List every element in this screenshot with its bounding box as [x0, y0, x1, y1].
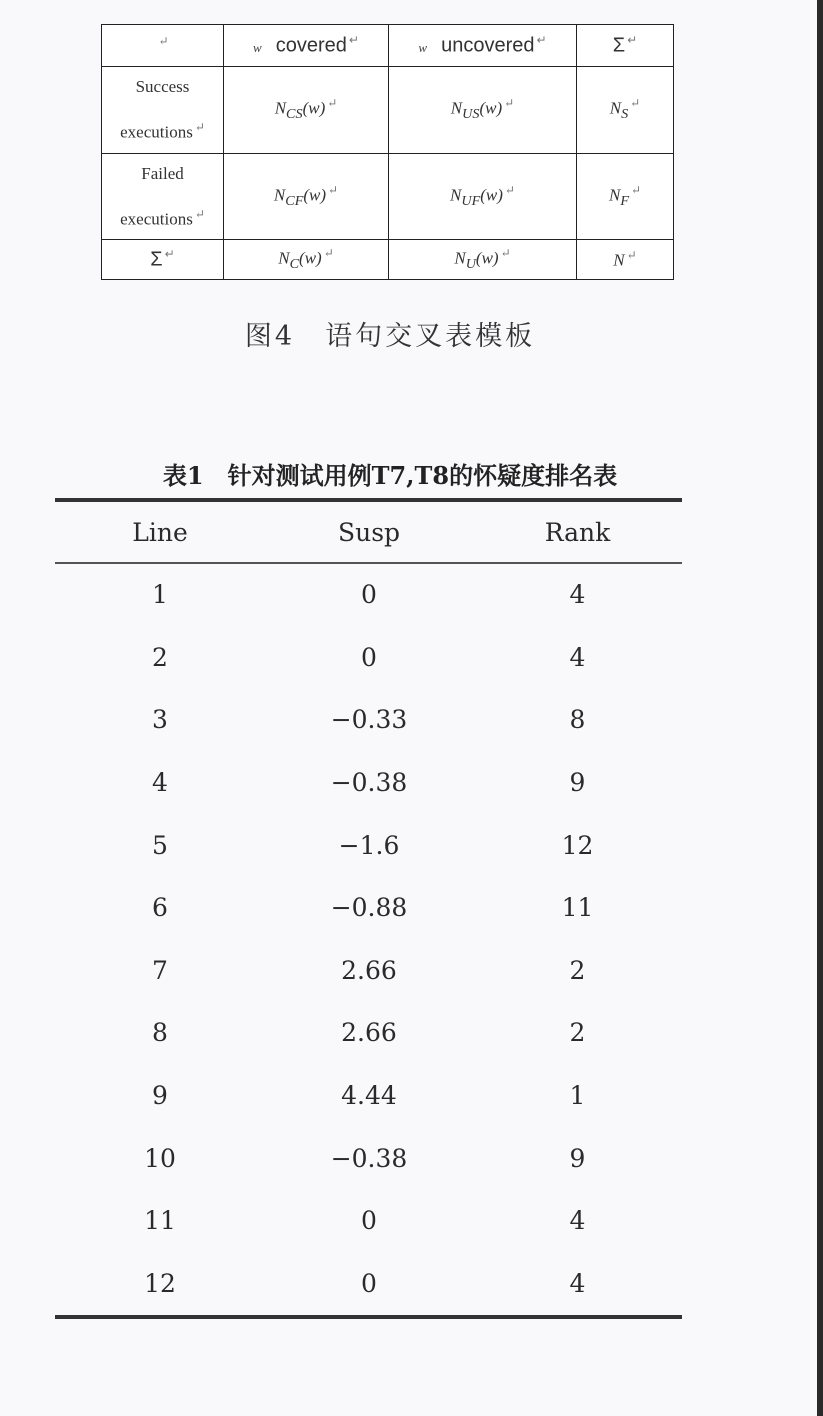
- cell-susp: 2.66: [341, 955, 397, 985]
- cell-susp: −0.33: [330, 705, 408, 735]
- figure-caption: 图4 语句交叉表模板: [244, 321, 536, 352]
- table-row: [55, 626, 682, 689]
- cell-rank: 1: [569, 1081, 586, 1111]
- cell-ns: $N_S^↵$: [577, 67, 674, 154]
- cell-n: N ↵: [577, 240, 674, 280]
- cell-rank: 9: [569, 768, 586, 798]
- header-covered-cell: w covered ↵: [224, 25, 389, 67]
- ranking-table-body: [55, 564, 682, 1315]
- table-row: [55, 1252, 682, 1315]
- cell-nf: $N_F^↵$: [577, 153, 674, 240]
- cell-nuf: $N_{UF}(w)$ ↵: [389, 153, 577, 240]
- row-label-success: Success executions ↵: [102, 67, 224, 154]
- cell-rank: 8: [569, 705, 586, 735]
- cell-line: 6: [152, 893, 168, 923]
- header-uncovered-label: uncovered: [441, 34, 535, 57]
- contingency-row-success: [102, 67, 674, 154]
- cell-rank: 4: [569, 1206, 586, 1236]
- cell-line: 4: [152, 768, 168, 798]
- cell-line: 7: [152, 955, 168, 985]
- cell-ncs: $N_{CS}(w)$ ↵: [224, 67, 389, 154]
- table-row: [55, 1189, 682, 1252]
- cell-line: 9: [152, 1081, 168, 1111]
- table-row: [55, 876, 682, 939]
- cell-susp: 0: [361, 580, 377, 610]
- cell-rank: 12: [561, 830, 594, 860]
- cell-rank: 2: [569, 955, 586, 985]
- table-row: [55, 814, 682, 877]
- table-row: [55, 939, 682, 1002]
- page-edge: [817, 0, 823, 1416]
- header-line: Line: [132, 517, 188, 547]
- cell-nu: $N_U(w)$ ↵: [389, 240, 577, 280]
- cell-nus: $N_{US}(w)$ ↵: [389, 67, 577, 154]
- cell-susp: 4.44: [341, 1081, 397, 1111]
- cell-susp: 0: [361, 642, 377, 672]
- ranking-table-container: [55, 498, 682, 1319]
- bottom-rule: [55, 1315, 682, 1319]
- cell-line: 10: [144, 1143, 176, 1173]
- contingency-table: [101, 24, 674, 280]
- header-uncovered-cell: w uncovered ↵: [389, 25, 577, 67]
- cell-line: 11: [144, 1206, 176, 1236]
- cell-rank: 4: [569, 580, 586, 610]
- cell-susp: 0: [361, 1206, 377, 1236]
- cell-line: 3: [152, 705, 168, 735]
- ranking-header-row: [55, 502, 682, 562]
- cell-nc: $N_C(w)$ ↵: [224, 240, 389, 280]
- cell-rank: 11: [561, 893, 594, 923]
- cell-susp: −1.6: [338, 830, 400, 860]
- header-blank-cell: ↵: [102, 25, 224, 67]
- cell-line: 12: [144, 1268, 176, 1298]
- table-row: [55, 1127, 682, 1190]
- contingency-row-total: [102, 240, 674, 280]
- cell-susp: 2.66: [341, 1018, 397, 1048]
- cell-susp: −0.88: [330, 893, 408, 923]
- table-row: [55, 1002, 682, 1065]
- cell-line: 2: [152, 642, 168, 672]
- cell-rank: 2: [569, 1018, 586, 1048]
- cell-line: 5: [152, 830, 168, 860]
- table-row: [55, 751, 682, 814]
- header-rank: Rank: [544, 517, 611, 547]
- cell-line: 8: [152, 1018, 168, 1048]
- header-susp: Susp: [337, 517, 401, 547]
- header-sigma-cell: Σ ↵: [577, 25, 674, 67]
- cell-rank: 4: [569, 1268, 586, 1298]
- table-row: [55, 689, 682, 752]
- cell-ncf: $N_{CF}(w)$ ↵: [224, 153, 389, 240]
- table-title: 表1 针对测试用例T7,T8的怀疑度排名表: [162, 461, 618, 490]
- cell-rank: 4: [569, 642, 586, 672]
- ranking-table: [55, 502, 682, 562]
- contingency-header-row: [102, 25, 674, 67]
- row-label-failed: Failed executions ↵: [102, 153, 224, 240]
- table-row: [55, 564, 682, 627]
- table-row: [55, 1064, 682, 1127]
- contingency-row-failed: [102, 153, 674, 240]
- header-covered-label: covered: [275, 34, 347, 57]
- cell-susp: 0: [361, 1268, 377, 1298]
- cell-susp: −0.38: [330, 1143, 408, 1173]
- row-label-sigma: Σ ↵: [102, 240, 224, 280]
- cell-susp: −0.38: [330, 768, 408, 798]
- cell-rank: 9: [569, 1143, 586, 1173]
- cell-line: 1: [152, 580, 168, 610]
